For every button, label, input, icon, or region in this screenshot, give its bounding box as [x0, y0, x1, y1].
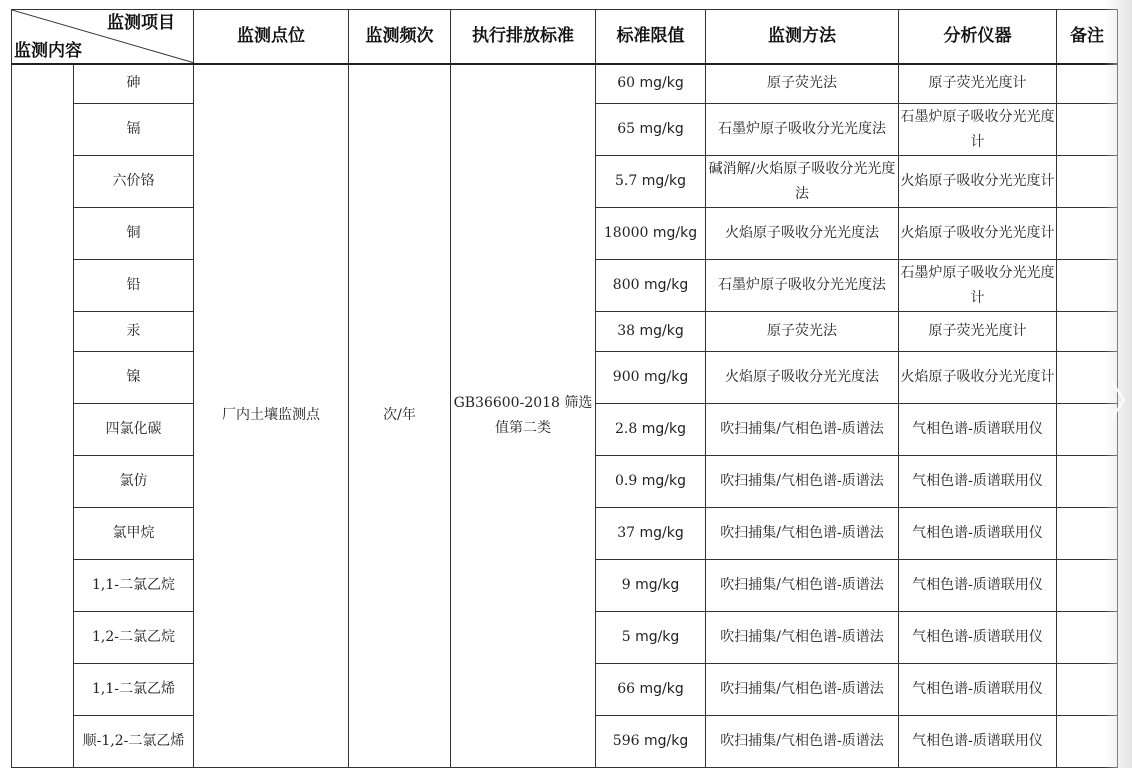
instrument-cell: 气相色谱-质谱联用仪 [899, 508, 1057, 560]
method-cell: 原子荧光法 [706, 312, 899, 352]
limit-value: 38 [617, 323, 636, 339]
next-page-button[interactable] [1104, 0, 1132, 768]
limit-cell [596, 612, 706, 664]
header-limit: 标准限值 [596, 10, 706, 64]
instrument-cell: 火焰原子吸收分光光度计 [899, 156, 1057, 208]
limit-cell [596, 508, 706, 560]
limit-value: 596 [612, 733, 640, 749]
item-cell: 四氯化碳 [74, 404, 194, 456]
item-cell: 镍 [74, 352, 194, 404]
method-cell: 吹扫捕集/气相色谱-质谱法 [706, 716, 899, 768]
header-instrument: 分析仪器 [899, 10, 1057, 64]
table-header-row [12, 10, 1118, 64]
method-cell: 火焰原子吸收分光光度法 [706, 352, 899, 404]
header-standard: 执行排放标准 [451, 10, 596, 64]
method-cell: 碱消解/火焰原子吸收分光光度法 [706, 156, 899, 208]
header-method: 监测方法 [706, 10, 899, 64]
limit-unit: mg/kg [635, 577, 680, 593]
item-cell: 顺-1,2-二氯乙烯 [74, 716, 194, 768]
limit-cell [596, 64, 706, 104]
limit-cell [596, 404, 706, 456]
limit-value: 18000 [603, 225, 649, 241]
item-cell: 汞 [74, 312, 194, 352]
method-cell: 火焰原子吸收分光光度法 [706, 208, 899, 260]
limit-value: 900 [612, 369, 640, 385]
monitoring-content-cell [12, 64, 74, 768]
limit-value: 5.7 [615, 173, 638, 189]
limit-value: 66 [617, 681, 636, 697]
header-monitoring-item: 监测项目 [107, 13, 175, 33]
item-cell: 铜 [74, 208, 194, 260]
instrument-cell: 气相色谱-质谱联用仪 [899, 716, 1057, 768]
limit-cell [596, 716, 706, 768]
limit-unit: mg/kg [635, 629, 680, 645]
limit-value: 65 [617, 121, 636, 137]
limit-unit: mg/kg [639, 75, 684, 92]
instrument-cell: 气相色谱-质谱联用仪 [899, 404, 1057, 456]
frequency-cell: 次/年 [349, 64, 451, 768]
instrument-cell: 气相色谱-质谱联用仪 [899, 456, 1057, 508]
item-cell: 1,1-二氯乙烯 [74, 664, 194, 716]
monitoring-table [11, 9, 1118, 768]
limit-cell [596, 312, 706, 352]
limit-value: 2.8 [615, 421, 638, 437]
item-cell: 铅 [74, 260, 194, 312]
limit-unit: mg/kg [639, 525, 684, 541]
instrument-cell: 气相色谱-质谱联用仪 [899, 560, 1057, 612]
limit-unit: mg/kg [641, 173, 686, 189]
limit-value: 0.9 [615, 473, 638, 489]
diagonal-header-cell [12, 10, 194, 64]
monitoring-point-cell: 厂内土壤监测点 [194, 64, 349, 768]
item-cell: 1,2-二氯乙烷 [74, 612, 194, 664]
limit-value: 5 [621, 629, 631, 645]
limit-unit: mg/kg [639, 323, 684, 339]
method-cell: 吹扫捕集/气相色谱-质谱法 [706, 560, 899, 612]
limit-cell [596, 156, 706, 208]
chevron-right-icon [1110, 380, 1126, 420]
limit-value: 9 [621, 577, 631, 593]
limit-unit: mg/kg [643, 277, 689, 293]
instrument-cell: 火焰原子吸收分光光度计 [899, 352, 1057, 404]
instrument-cell: 火焰原子吸收分光光度计 [899, 208, 1057, 260]
limit-value: 37 [617, 525, 636, 541]
item-cell: 砷 [74, 64, 194, 104]
method-cell: 吹扫捕集/气相色谱-质谱法 [706, 612, 899, 664]
header-frequency: 监测频次 [349, 10, 451, 64]
limit-unit: mg/kg [641, 473, 686, 489]
limit-cell [596, 208, 706, 260]
item-cell: 氯仿 [74, 456, 194, 508]
method-cell: 石墨炉原子吸收分光光度法 [706, 260, 899, 312]
limit-unit: mg/kg [641, 421, 686, 437]
header-remark: 备注 [1057, 10, 1118, 64]
instrument-cell: 石墨炉原子吸收分光光度计 [899, 260, 1057, 312]
method-cell: 原子荧光法 [706, 64, 899, 104]
limit-unit: mg/kg [652, 225, 698, 241]
limit-unit: mg/kg [639, 681, 684, 697]
limit-unit: mg/kg [643, 733, 689, 749]
table-row [12, 64, 1118, 104]
instrument-cell: 原子荧光光度计 [899, 312, 1057, 352]
limit-cell [596, 104, 706, 156]
limit-value: 60 [617, 75, 636, 92]
limit-value: 800 [612, 277, 640, 293]
limit-cell [596, 352, 706, 404]
instrument-cell: 石墨炉原子吸收分光光度计 [899, 104, 1057, 156]
standard-cell: GB36600-2018 筛选值第二类 [451, 64, 596, 768]
limit-cell [596, 260, 706, 312]
limit-unit: mg/kg [643, 369, 689, 385]
instrument-cell: 气相色谱-质谱联用仪 [899, 664, 1057, 716]
method-cell: 吹扫捕集/气相色谱-质谱法 [706, 508, 899, 560]
limit-cell [596, 664, 706, 716]
item-cell: 氯甲烷 [74, 508, 194, 560]
item-cell: 1,1-二氯乙烷 [74, 560, 194, 612]
item-cell: 镉 [74, 104, 194, 156]
limit-cell [596, 456, 706, 508]
method-cell: 吹扫捕集/气相色谱-质谱法 [706, 664, 899, 716]
table-body [12, 64, 1118, 768]
instrument-cell: 原子荧光光度计 [899, 64, 1057, 104]
header-monitoring-content: 监测内容 [14, 40, 82, 61]
instrument-cell: 气相色谱-质谱联用仪 [899, 612, 1057, 664]
method-cell: 石墨炉原子吸收分光光度法 [706, 104, 899, 156]
method-cell: 吹扫捕集/气相色谱-质谱法 [706, 456, 899, 508]
limit-cell [596, 560, 706, 612]
item-cell: 六价铬 [74, 156, 194, 208]
header-point: 监测点位 [194, 10, 349, 64]
limit-unit: mg/kg [639, 121, 684, 137]
method-cell: 吹扫捕集/气相色谱-质谱法 [706, 404, 899, 456]
